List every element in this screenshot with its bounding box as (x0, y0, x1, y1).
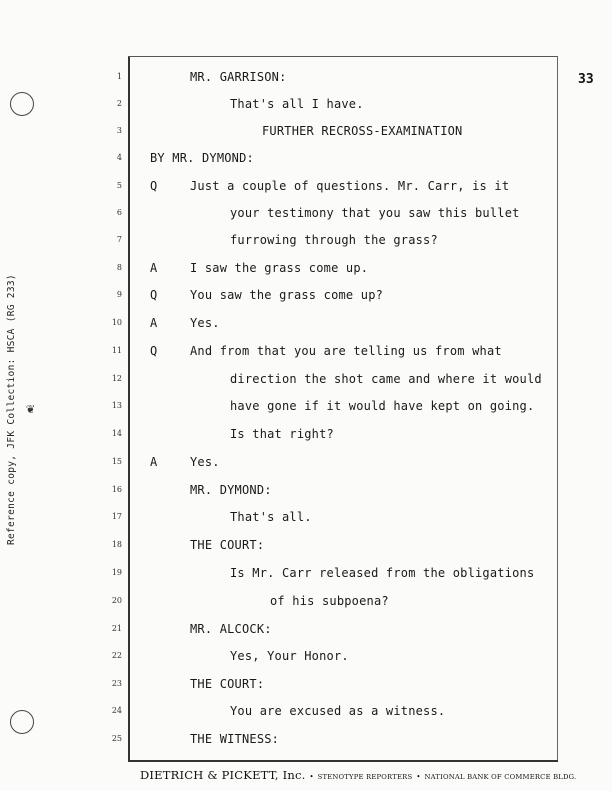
footer-firm: DIETRICH & PICKETT, Inc. (140, 768, 306, 782)
line-number: 25 (111, 734, 122, 743)
transcript-line (0, 568, 612, 586)
line-number: 22 (111, 651, 122, 660)
line-number: 14 (111, 429, 122, 438)
transcript-line (0, 72, 612, 90)
transcript-line (0, 512, 612, 530)
line-number: 11 (111, 346, 122, 355)
line-number: 7 (116, 235, 122, 244)
transcript-line (0, 706, 612, 724)
line-text: furrowing through the grass? (230, 233, 438, 247)
line-number: 21 (111, 624, 122, 633)
speaker-marker: Q (150, 344, 158, 358)
transcript-line (0, 651, 612, 669)
line-text: Is Mr. Carr released from the obligations (230, 566, 535, 580)
transcript-line (0, 126, 612, 144)
transcript-line (0, 485, 612, 503)
transcript-line (0, 153, 612, 171)
speaker-marker: Q (150, 179, 158, 193)
transcript-line (0, 346, 612, 364)
line-number: 8 (116, 263, 122, 272)
line-number: 19 (111, 568, 122, 577)
line-text: MR. GARRISON: (190, 70, 287, 84)
line-number: 23 (111, 679, 122, 688)
line-text: your testimony that you saw this bullet (230, 206, 520, 220)
line-text: I saw the grass come up. (190, 261, 369, 275)
line-number: 1 (116, 72, 122, 81)
line-text: You saw the grass come up? (190, 288, 384, 302)
transcript-line (0, 596, 612, 614)
line-text: BY MR. DYMOND: (150, 151, 254, 165)
transcript-line (0, 235, 612, 253)
line-text: of his subpoena? (270, 594, 389, 608)
line-number: 3 (116, 126, 122, 135)
line-text: THE WITNESS: (190, 732, 280, 746)
line-text: Yes, Your Honor. (230, 649, 349, 663)
transcript-line (0, 208, 612, 226)
footer-separator: • (416, 773, 421, 781)
line-number: 10 (111, 318, 122, 327)
footer-address: NATIONAL BANK OF COMMERCE BLDG. (424, 773, 577, 781)
line-number: 18 (111, 540, 122, 549)
line-text: MR. ALCOCK: (190, 622, 272, 636)
line-number: 13 (111, 401, 122, 410)
transcript-line (0, 318, 612, 336)
transcript-line (0, 401, 612, 419)
line-text: THE COURT: (190, 677, 265, 691)
line-text: Just a couple of questions. Mr. Carr, is it (190, 179, 510, 193)
line-text: THE COURT: (190, 538, 265, 552)
archive-reference-note: Reference copy, JFK Collection: HSCA (RG 233) (6, 274, 17, 546)
transcript-line (0, 734, 612, 752)
page-frame-bottom-rule (128, 760, 558, 762)
line-text: You are excused as a witness. (230, 704, 446, 718)
line-text: That's all. (230, 510, 312, 524)
transcript-line (0, 540, 612, 558)
line-number: 5 (116, 181, 122, 190)
transcript-line (0, 290, 612, 308)
line-number: 2 (116, 99, 122, 108)
line-number: 6 (116, 208, 122, 217)
transcript-line (0, 374, 612, 392)
page-frame-top-rule (128, 56, 558, 57)
transcript-line (0, 99, 612, 117)
line-number: 9 (116, 290, 122, 299)
transcript-line (0, 181, 612, 199)
speaker-marker: Q (150, 288, 158, 302)
line-number: 24 (111, 706, 122, 715)
transcript-line (0, 429, 612, 447)
line-number: 12 (111, 374, 122, 383)
section-heading: FURTHER RECROSS-EXAMINATION (262, 124, 463, 138)
speaker-marker: A (150, 316, 158, 330)
reporter-footer (140, 768, 577, 782)
stamp-mark-icon: ❦ (26, 401, 35, 417)
line-text: And from that you are telling us from what (190, 344, 502, 358)
transcript-line (0, 263, 612, 281)
line-text: have gone if it would have kept on going. (230, 399, 535, 413)
line-number: 17 (111, 512, 122, 521)
speaker-marker: A (150, 455, 158, 469)
transcript-line (0, 624, 612, 642)
page-number: 33 (578, 72, 594, 87)
speaker-marker: A (150, 261, 158, 275)
footer-service: STENOTYPE REPORTERS (317, 773, 413, 781)
line-number: 16 (111, 485, 122, 494)
line-text: direction the shot came and where it would (230, 372, 542, 386)
line-text: Is that right? (230, 427, 334, 441)
line-text: That's all I have. (230, 97, 364, 111)
line-text: MR. DYMOND: (190, 483, 272, 497)
line-number: 15 (111, 457, 122, 466)
line-number: 4 (116, 153, 122, 162)
footer-separator: • (309, 773, 314, 781)
line-number: 20 (111, 596, 122, 605)
transcript-line (0, 679, 612, 697)
transcript-line (0, 457, 612, 475)
line-text: Yes. (190, 316, 220, 330)
line-text: Yes. (190, 455, 220, 469)
